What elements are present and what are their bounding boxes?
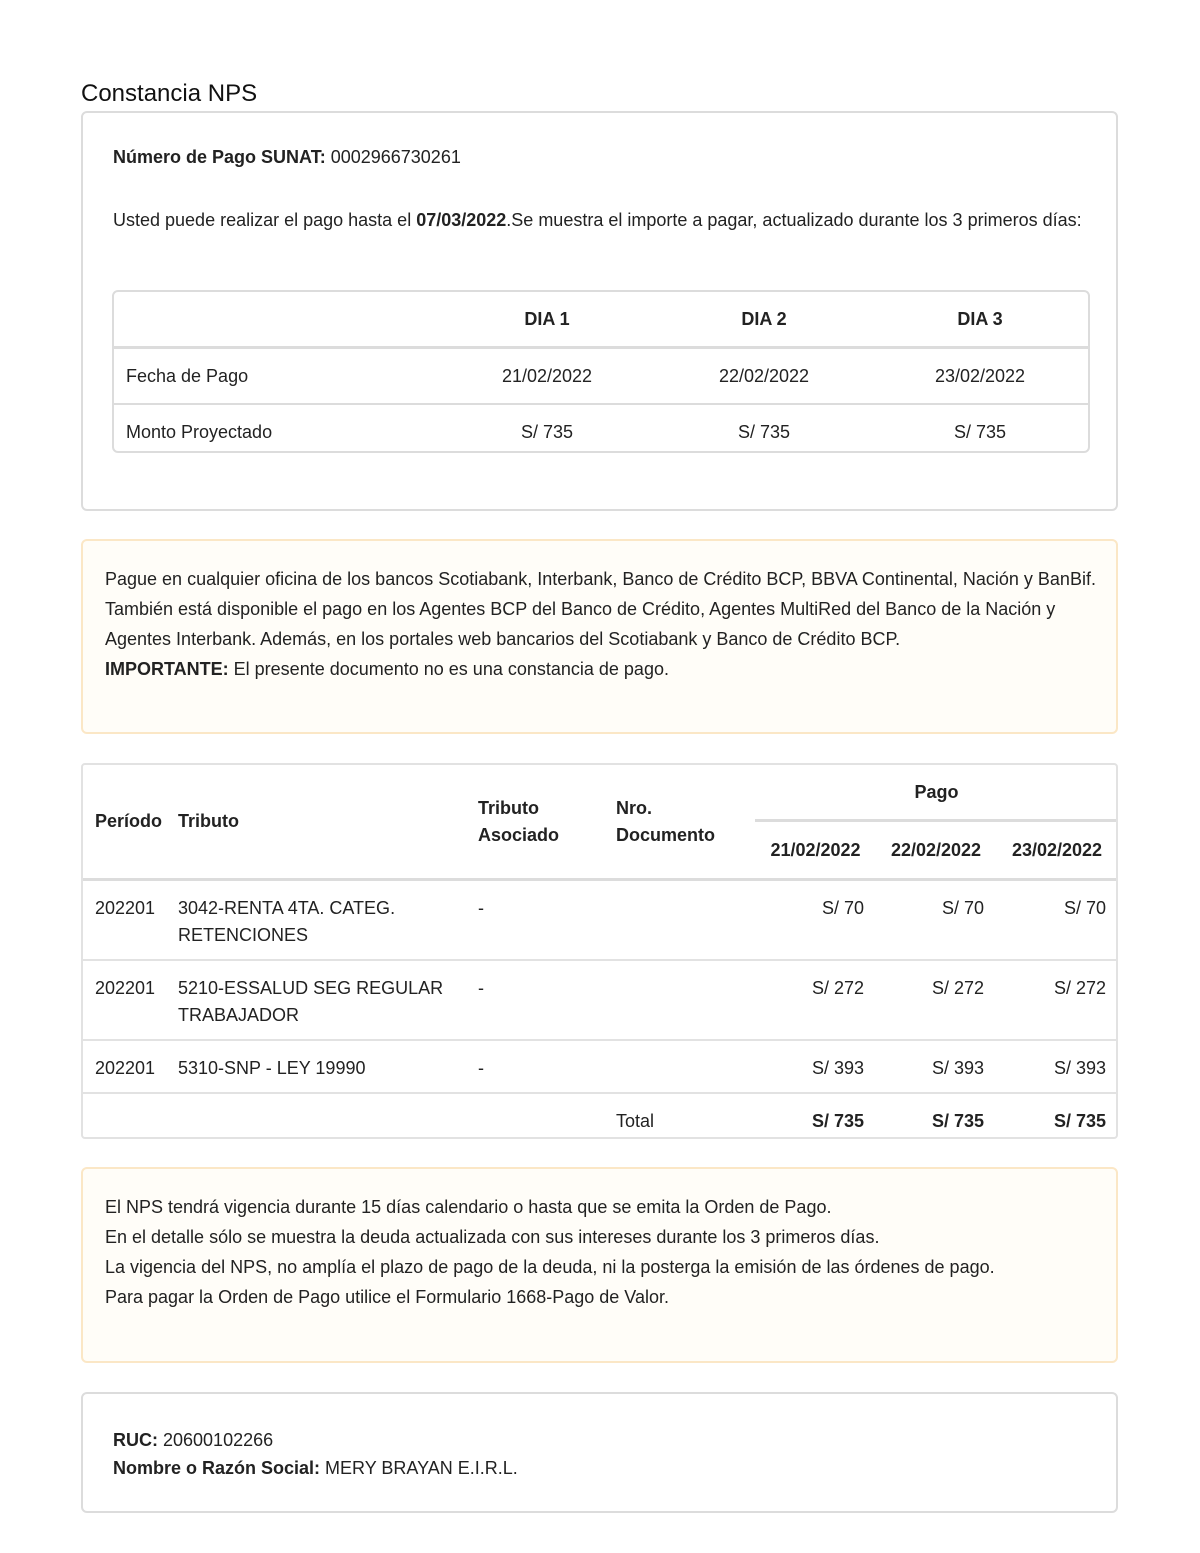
header-nro-documento: Nro. Documento [615, 765, 755, 880]
cell-periodo: 202201 [83, 880, 177, 960]
name-value: MERY BRAYAN E.I.R.L. [320, 1458, 518, 1478]
header-tributo: Tributo [177, 765, 477, 880]
validity-notes-card [81, 1167, 1118, 1363]
schedule-cell: 22/02/2022 [656, 348, 872, 405]
table-row [83, 960, 1118, 1040]
schedule-cell: S/ 735 [520, 421, 574, 442]
cell-amount: S/ 70 [876, 880, 996, 960]
cell-amount: S/ 272 [996, 960, 1118, 1040]
cell-asociado: - [477, 1040, 615, 1093]
cell-documento [615, 960, 755, 1040]
name-label: Nombre o Razón Social: [113, 1458, 321, 1478]
cell-tributo: 5210-ESSALUD SEG REGULAR TRABAJADOR [177, 960, 477, 1040]
schedule-row-label: Monto Proyectado [126, 421, 273, 442]
banks-info-card [81, 539, 1118, 734]
ruc-line [113, 1426, 518, 1454]
cell-periodo: 202201 [83, 960, 177, 1040]
banks-info-text [105, 564, 1100, 684]
payment-deadline-text [113, 205, 1098, 235]
header-periodo: Período [83, 765, 177, 880]
important-text: El presente documento no es una constancia de pago. [228, 659, 669, 679]
note-line: El NPS tendrá vigencia durante 15 días calendario o hasta que se emita la Orden de Pago. [105, 1197, 832, 1217]
ruc-label: RUC: [113, 1430, 158, 1450]
schedule-row-amount [114, 404, 1088, 453]
name-line [113, 1454, 518, 1482]
deadline-date: 07/03/2022 [416, 210, 507, 230]
cell-amount: S/ 272 [755, 960, 876, 1040]
cell-documento [615, 880, 755, 960]
taxpayer-card [81, 1392, 1118, 1513]
debt-detail-table [83, 765, 1118, 1139]
header-date-1: 21/02/2022 [755, 821, 876, 880]
schedule-header-day2: DIA 2 [656, 292, 872, 348]
important-label: IMPORTANTE: [105, 659, 229, 679]
schedule-cell: S/ 735 [953, 421, 1007, 442]
nps-summary-card [81, 111, 1118, 511]
header-pago: Pago [914, 781, 959, 802]
cell-amount: S/ 272 [876, 960, 996, 1040]
page-title: Constancia NPS [81, 80, 258, 107]
cell-documento [615, 1040, 755, 1093]
nps-number-value: 0002966730261 [330, 147, 461, 167]
cell-empty [83, 1093, 177, 1140]
ruc-value: 20600102266 [158, 1430, 274, 1450]
schedule-cell: 21/02/2022 [438, 348, 656, 405]
table-row [83, 880, 1118, 960]
nps-number-label: Número de Pago SUNAT: [113, 147, 326, 167]
header-date-3: 23/02/2022 [996, 821, 1118, 880]
schedule-row-label: Fecha de Pago [114, 348, 438, 405]
cell-asociado: - [477, 880, 615, 960]
schedule-row-date [114, 348, 1088, 405]
table-row [83, 1040, 1118, 1093]
total-amount: S/ 735 [931, 1110, 984, 1131]
cell-empty [177, 1093, 477, 1140]
note-line: Para pagar la Orden de Pago utilice el Formulario 1668-Pago de Valor. [105, 1287, 670, 1307]
schedule-header-day3: DIA 3 [872, 292, 1088, 348]
cell-amount: S/ 70 [755, 880, 876, 960]
note-line: En el detalle sólo se muestra la deuda actualizada con sus intereses durante los 3 primeros días. [105, 1227, 880, 1247]
cell-tributo: 5310-SNP - LEY 19990 [177, 1040, 477, 1093]
cell-empty [477, 1093, 615, 1140]
payment-schedule-table [112, 290, 1090, 453]
cell-asociado: - [477, 960, 615, 1040]
schedule-header-day1: DIA 1 [438, 292, 656, 348]
header-tributo-asociado: Tributo Asociado [477, 765, 615, 880]
deadline-text-after: .Se muestra el importe a pagar, actualizado durante los 3 primeros días: [506, 210, 1082, 230]
taxpayer-info [113, 1426, 518, 1482]
cell-amount: S/ 393 [876, 1040, 996, 1093]
cell-amount: S/ 393 [996, 1040, 1118, 1093]
total-amount: S/ 735 [1053, 1110, 1107, 1131]
validity-notes [105, 1192, 1100, 1312]
note-line: La vigencia del NPS, no amplía el plazo de pago de la deuda, ni la posterga la emisión de las órdenes de pago. [105, 1257, 995, 1277]
total-label: Total [616, 1110, 655, 1131]
banks-text: Pague en cualquier oficina de los bancos Scotiabank, Interbank, Banco de Crédito BCP, BBVA Continental, Nación y BanBif. También está disponible el pago en los Agentes BCP del Banco de Crédito, Agentes MultiRed del Banco de la Nación y Agentes Interbank. Además, en los portales web bancarios del Scotiabank y Banco de Crédito BCP. [105, 569, 1096, 649]
total-row [83, 1093, 1118, 1140]
debt-detail-card [81, 763, 1118, 1139]
schedule-cell: S/ 735 [737, 421, 791, 442]
cell-periodo: 202201 [83, 1040, 177, 1093]
cell-amount: S/ 70 [996, 880, 1118, 960]
total-amount: S/ 735 [811, 1110, 864, 1131]
deadline-text-before: Usted puede realizar el pago hasta el [113, 210, 417, 230]
schedule-header-blank [114, 292, 438, 348]
header-date-2: 22/02/2022 [876, 821, 996, 880]
nps-number [113, 147, 461, 168]
cell-amount: S/ 393 [755, 1040, 876, 1093]
cell-tributo: 3042-RENTA 4TA. CATEG. RETENCIONES [177, 880, 477, 960]
schedule-cell: 23/02/2022 [872, 348, 1088, 405]
